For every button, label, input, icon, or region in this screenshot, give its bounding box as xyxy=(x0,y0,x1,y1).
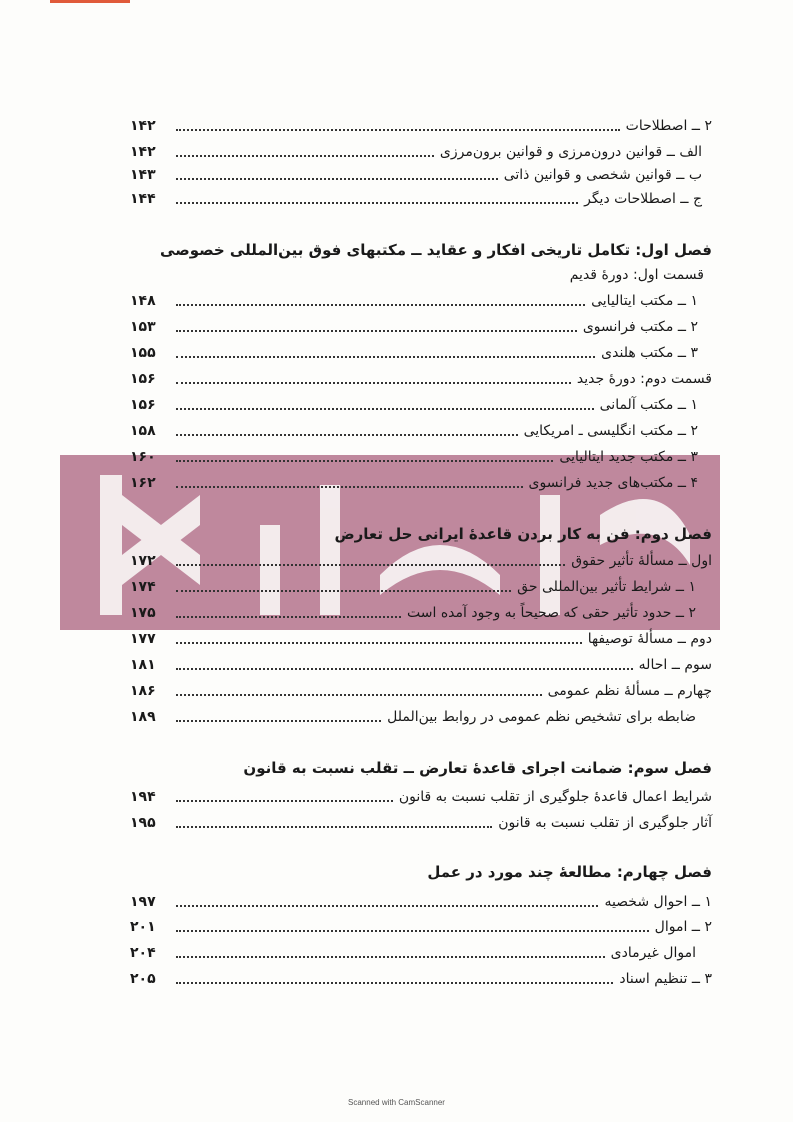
page-number: ۱۷۴ xyxy=(130,579,156,595)
page-number: ۱۶۲ xyxy=(130,475,156,491)
dot-leader xyxy=(176,202,578,204)
toc-entry xyxy=(130,941,712,965)
entry-label: قسمت دوم: دورۀ جدید xyxy=(576,371,712,387)
entry-label: ۲ ــ مکتب فرانسوی xyxy=(582,319,698,335)
toc-entry xyxy=(130,187,712,211)
entry-label: ۲ ــ مکتب انگلیسی ـ امریکایی xyxy=(523,423,698,439)
toc-entry xyxy=(130,289,712,313)
page-number: ۱۷۲ xyxy=(130,553,156,569)
dot-leader xyxy=(176,800,393,802)
entry-label: ضابطه برای تشخیص نظم عمومی در روابط بین‌الملل xyxy=(387,709,696,725)
toc-entry xyxy=(130,915,712,939)
page-number: ۱۹۵ xyxy=(130,815,156,831)
toc-entry xyxy=(130,419,712,443)
toc-entry xyxy=(130,315,712,339)
entry-label: آثار جلوگیری از تقلب نسبت به قانون xyxy=(498,815,712,831)
page-number: ۱۹۴ xyxy=(130,789,156,805)
entry-label: ۳ ــ مکتب جدید ایتالیایی xyxy=(559,449,698,465)
dot-leader xyxy=(176,590,511,592)
dot-leader xyxy=(176,155,434,157)
toc-entry xyxy=(130,549,712,573)
page-number: ۲۰۱ xyxy=(130,919,156,935)
page-number: ۱۹۷ xyxy=(130,894,156,910)
page-number: ۱۵۸ xyxy=(130,423,156,439)
dot-leader xyxy=(176,930,649,932)
page-number: ۱۴۴ xyxy=(130,191,156,207)
dot-leader xyxy=(176,304,585,306)
dot-leader xyxy=(176,668,633,670)
toc-entry xyxy=(130,601,712,625)
entry-label: ج ــ اصطلاحات دیگر xyxy=(584,191,702,207)
entry-label: چهارم ــ مسألۀ نظم عمومی xyxy=(547,683,712,699)
entry-label: ۲ ــ حدود تأثیر حقی که صحیحاً به وجود آمده است xyxy=(407,605,696,621)
entry-label: ۱ ــ شرایط تأثیر بین‌المللی حق xyxy=(517,579,696,595)
toc-entry xyxy=(130,367,712,391)
page-number: ۱۴۲ xyxy=(130,118,156,134)
entry-label: ۲ ــ اموال xyxy=(654,919,712,935)
scanner-footer: Scanned with CamScanner xyxy=(348,1098,445,1107)
page-number: ۱۴۸ xyxy=(130,293,156,309)
dot-leader xyxy=(176,129,620,131)
dot-leader xyxy=(176,826,492,828)
page-number: ۱۷۷ xyxy=(130,631,156,647)
dot-leader xyxy=(176,382,571,384)
entry-label: اول ــ مسألۀ تأثیر حقوق xyxy=(571,553,712,569)
dot-leader xyxy=(176,694,542,696)
entry-label: سوم ــ احاله xyxy=(638,657,712,673)
dot-leader xyxy=(176,408,594,410)
page-number: ۱۵۶ xyxy=(130,397,156,413)
page-number: ۱۴۳ xyxy=(130,167,156,183)
dot-leader xyxy=(176,720,381,722)
dot-leader xyxy=(176,616,401,618)
entry-label: ۲ ــ اصطلاحات xyxy=(625,118,712,134)
page-number: ۲۰۵ xyxy=(130,971,156,987)
dot-leader xyxy=(176,330,577,332)
part-title: قسمت اول: دورۀ قدیم xyxy=(569,267,704,283)
toc-entry xyxy=(130,341,712,365)
toc-entry xyxy=(130,163,712,187)
page-number: ۱۵۳ xyxy=(130,319,156,335)
page-number: ۱۸۶ xyxy=(130,683,156,699)
entry-label: ۱ ــ احوال شخصیه xyxy=(604,894,712,910)
toc-entry xyxy=(130,653,712,677)
entry-label: ۳ ــ تنظیم اسناد xyxy=(619,971,712,987)
page-number: ۱۸۱ xyxy=(130,657,156,673)
toc-entry xyxy=(130,967,712,991)
dot-leader xyxy=(176,486,523,488)
page-number: ۱۵۶ xyxy=(130,371,156,387)
dot-leader xyxy=(176,178,498,180)
chapter-heading: فصل چهارم: مطالعۀ چند مورد در عمل xyxy=(427,863,712,881)
toc-entry xyxy=(130,471,712,495)
dot-leader xyxy=(176,982,613,984)
toc-entry xyxy=(130,785,712,809)
chapter-heading: فصل سوم: ضمانت اجرای قاعدۀ تعارض ــ تقلب نسبت به قانون xyxy=(243,759,712,777)
top-edge-strip xyxy=(50,0,130,3)
dot-leader xyxy=(176,434,518,436)
entry-label: دوم ــ مسألۀ توصیفها xyxy=(587,631,712,647)
dot-leader xyxy=(176,905,598,907)
toc-entry xyxy=(130,114,712,138)
toc-entry xyxy=(130,811,712,835)
entry-label: اموال غیرمادی xyxy=(610,945,696,961)
dot-leader xyxy=(176,460,553,462)
entry-label: الف ــ قوانین درون‌مرزی و قوانین برون‌مرزی xyxy=(439,144,702,160)
dot-leader xyxy=(176,356,595,358)
toc-entry xyxy=(130,393,712,417)
page-number: ۱۴۲ xyxy=(130,144,156,160)
entry-label: ۱ ــ مکتب ایتالیایی xyxy=(591,293,698,309)
entry-label: ۴ ــ مکتب‌های جدید فرانسوی xyxy=(528,475,698,491)
page-number: ۱۵۵ xyxy=(130,345,156,361)
dot-leader xyxy=(176,956,605,958)
entry-label: ب ــ قوانین شخصی و قوانین ذاتی xyxy=(503,167,702,183)
page-number: ۱۷۵ xyxy=(130,605,156,621)
toc-entry xyxy=(130,575,712,599)
dot-leader xyxy=(176,642,582,644)
toc-entry xyxy=(130,679,712,703)
entry-label: شرایط اعمال قاعدۀ جلوگیری از تقلب نسبت به قانون xyxy=(398,789,712,805)
toc-entry xyxy=(130,705,712,729)
toc-entry xyxy=(130,140,712,164)
chapter-heading: فصل اول: تکامل تاریخی افکار و عقاید ــ مکتبهای فوق بین‌المللی خصوصی xyxy=(160,241,712,259)
toc-entry xyxy=(130,890,712,914)
toc-entry xyxy=(130,627,712,651)
page-number: ۲۰۴ xyxy=(130,945,156,961)
page-number: ۱۶۰ xyxy=(130,449,156,465)
toc-entry xyxy=(130,445,712,469)
dot-leader xyxy=(176,564,565,566)
entry-label: ۱ ــ مکتب آلمانی xyxy=(599,397,698,413)
entry-label: ۳ ــ مکتب هلندی xyxy=(601,345,698,361)
chapter-heading: فصل دوم: فن به کار بردن قاعدۀ ایرانی حل تعارض xyxy=(334,525,712,543)
page-number: ۱۸۹ xyxy=(130,709,156,725)
